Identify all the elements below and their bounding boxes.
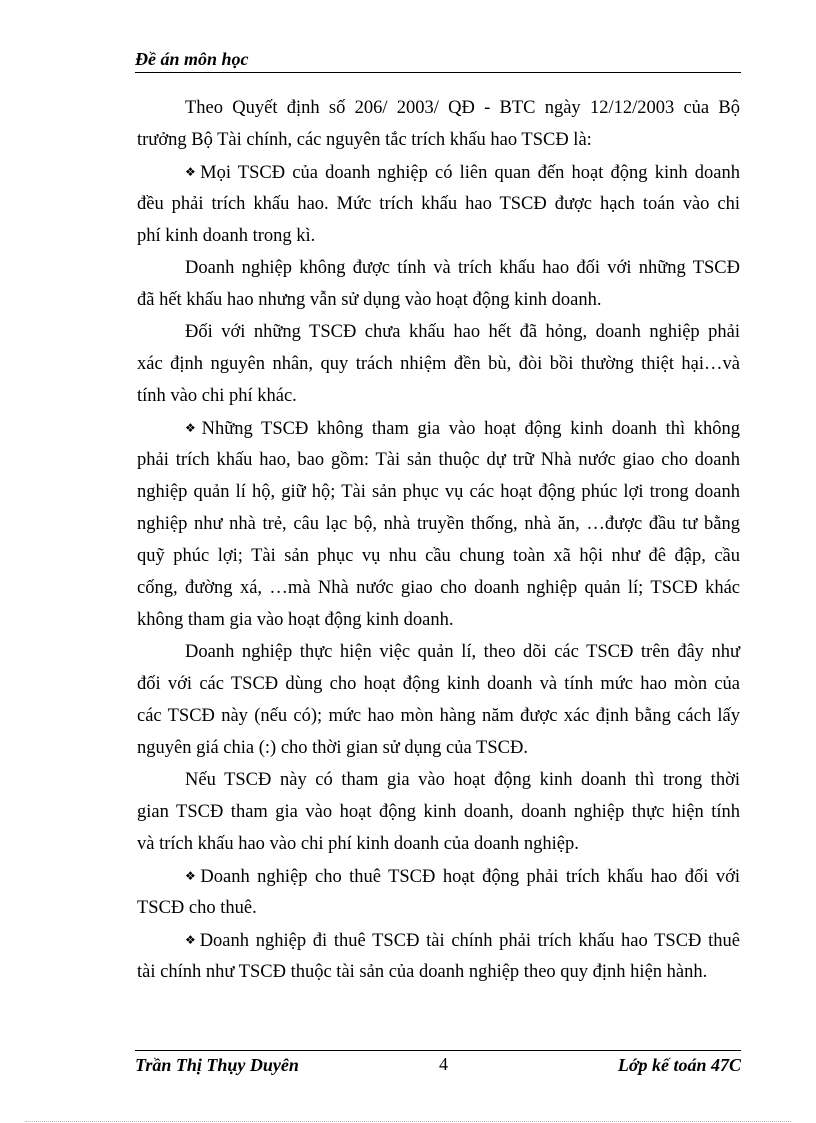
line-text: TSCĐ cho thuê.: [137, 898, 257, 918]
line-text: Đối với những TSCĐ chưa khấu hao hết đã hỏng, doanh nghiệp phải: [185, 322, 740, 342]
line-text: nguyên giá chia (:) cho thời gian sử dụng của TSCĐ.: [137, 738, 528, 758]
paragraph: [137, 252, 740, 316]
line-text: không tham gia vào hoạt động kinh doanh.: [137, 610, 454, 630]
line-text: đã hết khấu hao nhưng vẫn sử dụng vào hoạt động kinh doanh.: [137, 290, 602, 310]
text-line: [137, 252, 740, 284]
line-text: Những TSCĐ không tham gia vào hoạt động kinh doanh thì không: [201, 419, 740, 439]
page-footer: [135, 1050, 741, 1081]
line-text: phí kinh doanh trong kì.: [137, 226, 316, 246]
text-line: [137, 124, 740, 156]
bullet-paragraph: [137, 860, 740, 924]
line-text: xác định nguyên nhân, quy trách nhiệm đền bù, đòi bồi thường thiệt hại…và: [137, 354, 740, 374]
bullet-paragraph: [137, 156, 740, 252]
text-line: [137, 412, 740, 444]
header-title: Đề án môn học: [135, 49, 249, 69]
text-line: [137, 700, 740, 732]
text-line: [137, 348, 740, 380]
line-text: Doanh nghiệp đi thuê TSCĐ tài chính phải trích khấu hao TSCĐ thuê: [199, 931, 740, 951]
line-text: Nếu TSCĐ này có tham gia vào hoạt động kinh doanh thì trong thời: [185, 770, 740, 790]
line-text: tính vào chi phí khác.: [137, 386, 297, 406]
text-line: [137, 828, 740, 860]
text-line: [137, 380, 740, 412]
text-line: [137, 924, 740, 956]
text-line: [137, 508, 740, 540]
page-number: 4: [439, 1054, 448, 1074]
text-line: [137, 796, 740, 828]
footer-author: Trần Thị Thụy Duyên: [135, 1055, 299, 1075]
line-text: Theo Quyết định số 206/ 2003/ QĐ - BTC ngày 12/12/2003 của Bộ: [185, 98, 740, 118]
bullet-paragraph: [137, 924, 740, 988]
text-line: [137, 92, 740, 124]
paragraph: [137, 636, 740, 764]
line-text: cống, đường xá, …mà Nhà nước giao cho doanh nghiệp quản lí; TSCĐ khác: [137, 578, 740, 598]
text-line: [137, 284, 740, 316]
line-text: nghiệp quản lí hộ, giữ hộ; Tài sản phục vụ các hoạt động phúc lợi trong doanh: [137, 482, 740, 502]
page-edge-divider: [25, 1121, 791, 1122]
line-text: và trích khấu hao vào chi phí kinh doanh của doanh nghiệp.: [137, 834, 579, 854]
text-line: [137, 636, 740, 668]
diamond-bullet-icon: ❖: [185, 869, 199, 883]
text-line: [137, 860, 740, 892]
paragraph: [137, 316, 740, 412]
text-line: [137, 572, 740, 604]
line-text: đều phải trích khấu hao. Mức trích khấu hao TSCĐ được hạch toán vào chi: [137, 194, 740, 214]
line-text: trưởng Bộ Tài chính, các nguyên tắc trích khấu hao TSCĐ là:: [137, 130, 592, 150]
paragraph: [137, 92, 740, 156]
paragraph: [137, 764, 740, 860]
line-text: đối với các TSCĐ dùng cho hoạt động kinh doanh và tính mức hao mòn của: [137, 674, 740, 694]
line-text: nghiệp như nhà trẻ, câu lạc bộ, nhà truyền thống, nhà ăn, …được đầu tư bằng: [137, 514, 740, 534]
line-text: Doanh nghiệp không được tính và trích khấu hao đối với những TSCĐ: [185, 258, 740, 278]
text-line: [137, 316, 740, 348]
text-line: [137, 956, 740, 988]
text-line: [137, 540, 740, 572]
text-line: [137, 188, 740, 220]
line-text: phải trích khấu hao, bao gồm: Tài sản thuộc dự trữ Nhà nước giao cho doanh: [137, 450, 740, 470]
text-line: [137, 732, 740, 764]
line-text: quỹ phúc lợi; Tài sản phục vụ nhu cầu chung toàn xã hội như đê đập, cầu: [137, 546, 740, 566]
diamond-bullet-icon: ❖: [185, 421, 200, 435]
page-header: [135, 48, 741, 73]
text-line: [137, 892, 740, 924]
text-line: [137, 476, 740, 508]
text-line: [137, 444, 740, 476]
bullet-paragraph: [137, 412, 740, 636]
line-text: Doanh nghiệp thực hiện việc quản lí, theo dõi các TSCĐ trên đây như: [185, 642, 740, 662]
line-text: các TSCĐ này (nếu có); mức hao mòn hàng năm được xác định bằng cách lấy: [137, 706, 740, 726]
line-text: tài chính như TSCĐ thuộc tài sản của doanh nghiệp theo quy định hiện hành.: [137, 962, 708, 982]
text-line: [137, 668, 740, 700]
text-line: [137, 156, 740, 188]
diamond-bullet-icon: ❖: [185, 933, 198, 947]
text-line: [137, 604, 740, 636]
diamond-bullet-icon: ❖: [185, 165, 199, 179]
text-line: [137, 220, 740, 252]
text-line: [137, 764, 740, 796]
line-text: Doanh nghiệp cho thuê TSCĐ hoạt động phải trích khấu hao đối với: [200, 867, 741, 887]
line-text: gian TSCĐ tham gia vào hoạt động kinh doanh, doanh nghiệp thực hiện tính: [137, 802, 740, 822]
footer-class: Lớp kế toán 47C: [617, 1055, 741, 1075]
document-body: [137, 92, 740, 988]
line-text: Mọi TSCĐ của doanh nghiệp có liên quan đến hoạt động kinh doanh: [200, 163, 740, 183]
